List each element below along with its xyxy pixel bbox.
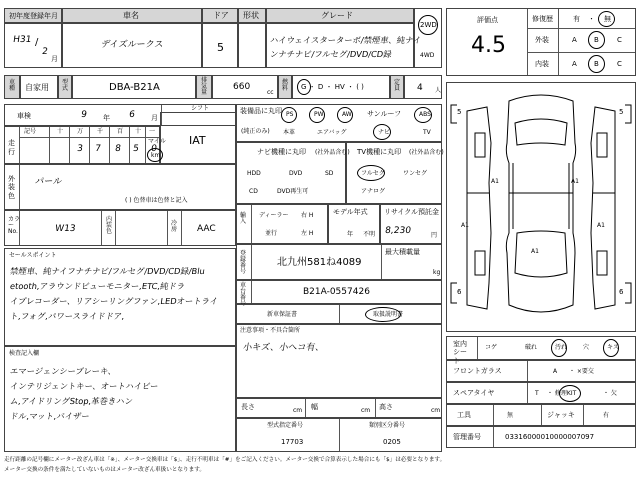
pw-circle: [309, 107, 325, 123]
fuel-cell: G ・ D ・ HV ・ ( ): [292, 75, 390, 99]
windshield-row: フロントガラス A ・ ×要交: [446, 360, 636, 382]
capacity-cell: 4 人: [404, 75, 442, 99]
damage-mark: A1: [531, 248, 539, 255]
header-shape: 形状: [238, 8, 266, 23]
color-no-row: カラーNo. W13 内装色 冷房 AAC: [4, 210, 236, 246]
manual-circle: [365, 307, 401, 322]
navi-circle: [373, 124, 391, 140]
damage-mark: A1: [571, 178, 579, 185]
repair-none-circle: [598, 11, 615, 27]
scratch-circle: [603, 339, 619, 357]
mgmt-row: 管理番号 03316000010000007097: [446, 426, 636, 448]
car-name-cell: デイズルークス: [62, 23, 202, 68]
type-no-row: 型式指定番号 17703 類別区分番号 0205: [236, 418, 442, 452]
grade-cell: ハイウェイスターターボ/禁煙車、純ナイ ンナチナビ/フルセグ/DVD/CD録: [266, 23, 414, 68]
color-row: 外装色 パール ( ) 色替車は色替と記入: [4, 164, 236, 210]
ps-circle: [281, 107, 297, 123]
odometer-row: 走行 記号 十 万 千 百 十 一 3 7 8 5 0: [4, 126, 160, 164]
header-grade: グレード: [266, 8, 414, 23]
model-cell: DBA-B21A: [72, 75, 196, 99]
damage-mark: A1: [491, 178, 499, 185]
displacement-label: 排気量: [196, 75, 212, 99]
fuel-label: 燃料: [278, 75, 292, 99]
km-circle: [147, 148, 163, 162]
import-row: 輸入 ディーラー 並行 右 H 左 H: [236, 204, 328, 244]
inspector-box: 検査記入欄 エマージェンシーブレーキ、 インテリジェントキー、オートハイビー ム,アイドリングStop,革巻きハン ドル,マット,バイザー: [4, 346, 236, 452]
aw-circle: [337, 107, 353, 123]
abs-circle: [414, 107, 432, 123]
shift-cell: IAT: [160, 112, 236, 164]
spare-row: スペアタイヤ T ・ 修理KIT ・ 欠: [446, 382, 636, 404]
fuel-g-circle: [297, 79, 311, 95]
doors-cell: 5: [202, 23, 238, 68]
tools-row: 工具 無 ジャッキ 有: [446, 404, 636, 426]
car-diagram-svg: [447, 83, 635, 331]
first-reg-cell: H31 / 2 月: [4, 23, 62, 68]
header-first-reg: 初年度登録年月: [4, 8, 62, 23]
stain-circle: [551, 339, 567, 357]
chassis-row: 車台番号 B21A-0557426: [236, 280, 442, 304]
footer-note-2: メーター交換の条件を満たしていないものはメーター改ざん車扱いとなります。: [4, 467, 205, 473]
navi-types: ナビ機種に丸印 (社外品含む) HDD DVD SD CD DVD再生可: [236, 142, 346, 204]
kit-circle: [559, 385, 581, 402]
damage-diagram: 5 5 6 6 A1 A1 A1 A1 A1: [446, 82, 636, 332]
docs-row: 新車保証書 取扱説明書: [236, 304, 442, 324]
interior-b-circle: [588, 55, 605, 73]
fullseg-circle: [357, 165, 385, 181]
remarks-box: 注意事項・不具合箇所 小キズ、小へコ有、: [236, 324, 442, 398]
vehicle-inspection-sheet: 初年度登録年月 車名 ドア 形状 グレード 2WD 4WD H31 / 2 月 デイズルークス 5 ハイウェイスターターボ/禁煙車、純ナイ ンナチナビ/フルセグ/DVD/CD録 評価点 4.5 修復歴 有 ・ 無 外装 A B C 内装 A B C 車種 自家用 型式 DBA-B21A 排気量 660 cc 燃料 G ・ D ・ HV ・ ( ) 定員 4 人 車検 9 年 6 月 シフト IAT 走行 記号 十 万 千 百 十 一 3 7 8 5 0 マイル km 外装色 パール ( ) 色替車は色替と記入 カラーNo. W13 内装色 冷房 AAC 装備品に丸印 (純正のみ) PS PW AW サンルーフ ABS 本革 エアバッグ ナビ TV ナビ機種に丸印 (社外品含む) HDD DVD SD CD DVD再生可 TV機種に丸印 (社外品含む) フルセグ ワンセグ アナログ 輸入 ディーラー 並行 右 H 左 H モデル年式 年 不明 リサイクル預託金 8,230 円 登録番号 北九州581ね4089 最大積載量 kg 車台番号 B21A-0557426 新車保証書 取扱説明書 注意事項・不具合箇所 小キズ、小へコ有、 セールスポイント 禁煙車、純ナイフナチナビ/フルセグ/DVD/CD録/Blu etooth,アラウンドビューモニター,ETC,純ドラ イプレコーダー、リアシーリングファン,LEDオートライ ト,フォグ,パワースライドドア, 検査記入欄 エマージェンシーブレーキ、 インテリジェントキー、オートハイビー ム,アイドリングStop,革巻きハン ドル,マット,バイザー 長さ cm 幅 cm 高さ cm 型式指定番号 17703 類別区分番号 0205 5 5 6 6 A1 A1 A1 A1 A1 室内シート コゲ 破れ 汚れ 穴 キズ フロントガラス A ・ ×要交 スペアタイヤ T ・ 修理KIT ・ 欠 工具 無 ジャッキ 有 管理番号 03316000010000007097 走行距離の記号欄にメーター改ざん車は「※」、メーター交換車は「$」、走行不明車は「#」をご記入ください。メーター交換で合算表示した場合にも「$」は必要となります。 メーター交換の条件を満たしていないものはメーター改ざん車扱いとなります。: [0, 0, 640, 480]
reg-no-row: 登録番号 北九州581ね4089 最大積載量 kg: [236, 244, 442, 280]
recycle-cell: リサイクル預託金 8,230 円: [380, 204, 442, 244]
footer-note-1: 走行距離の記号欄にメーター改ざん車は「※」、メーター交換車は「$」、走行不明車は「#」をご記入ください。メーター交換で合算表示した場合にも「$」は必要となります。: [4, 457, 446, 463]
capacity-label: 定員: [390, 75, 404, 99]
model-year-cell: モデル年式 年 不明: [328, 204, 380, 244]
reg-type-label: 車種: [4, 75, 20, 99]
dimensions-row: 長さ cm 幅 cm 高さ cm: [236, 398, 442, 418]
shape-cell: [238, 23, 266, 68]
header-car-name: 車名: [62, 8, 202, 23]
displacement-cell: 660 cc: [212, 75, 278, 99]
drive-cell: 2WD 4WD: [414, 8, 442, 68]
sales-points-box: セールスポイント 禁煙車、純ナイフナチナビ/フルセグ/DVD/CD録/Blu etooth,アラウンドビューモニター,ETC,純ドラ イプレコーダー、リアシーリングファン,LEDオートライ ト,フォグ,パワースライドドア,: [4, 248, 236, 346]
seat-row: 室内シート コゲ 破れ 汚れ 穴 キズ: [446, 336, 636, 360]
damage-mark: A1: [597, 222, 605, 229]
exterior-b-circle: [588, 31, 605, 49]
reg-type-cell: 自家用: [20, 75, 58, 99]
tv-types: TV機種に丸印 (社外品含む) フルセグ ワンセグ アナログ: [346, 142, 442, 204]
overall-score: 4.5: [471, 33, 506, 58]
score-panel: 評価点 4.5 修復歴 有 ・ 無 外装 A B C 内装 A B C: [446, 8, 636, 76]
equipment-row: 装備品に丸印 (純正のみ) PS PW AW サンルーフ ABS 本革 エアバッグ ナビ TV: [236, 104, 442, 142]
damage-mark: A1: [461, 222, 469, 229]
header-doors: ドア: [202, 8, 238, 23]
inspection-row: 車検 9 年 6 月 シフト: [4, 104, 236, 126]
model-label: 型式: [58, 75, 72, 99]
